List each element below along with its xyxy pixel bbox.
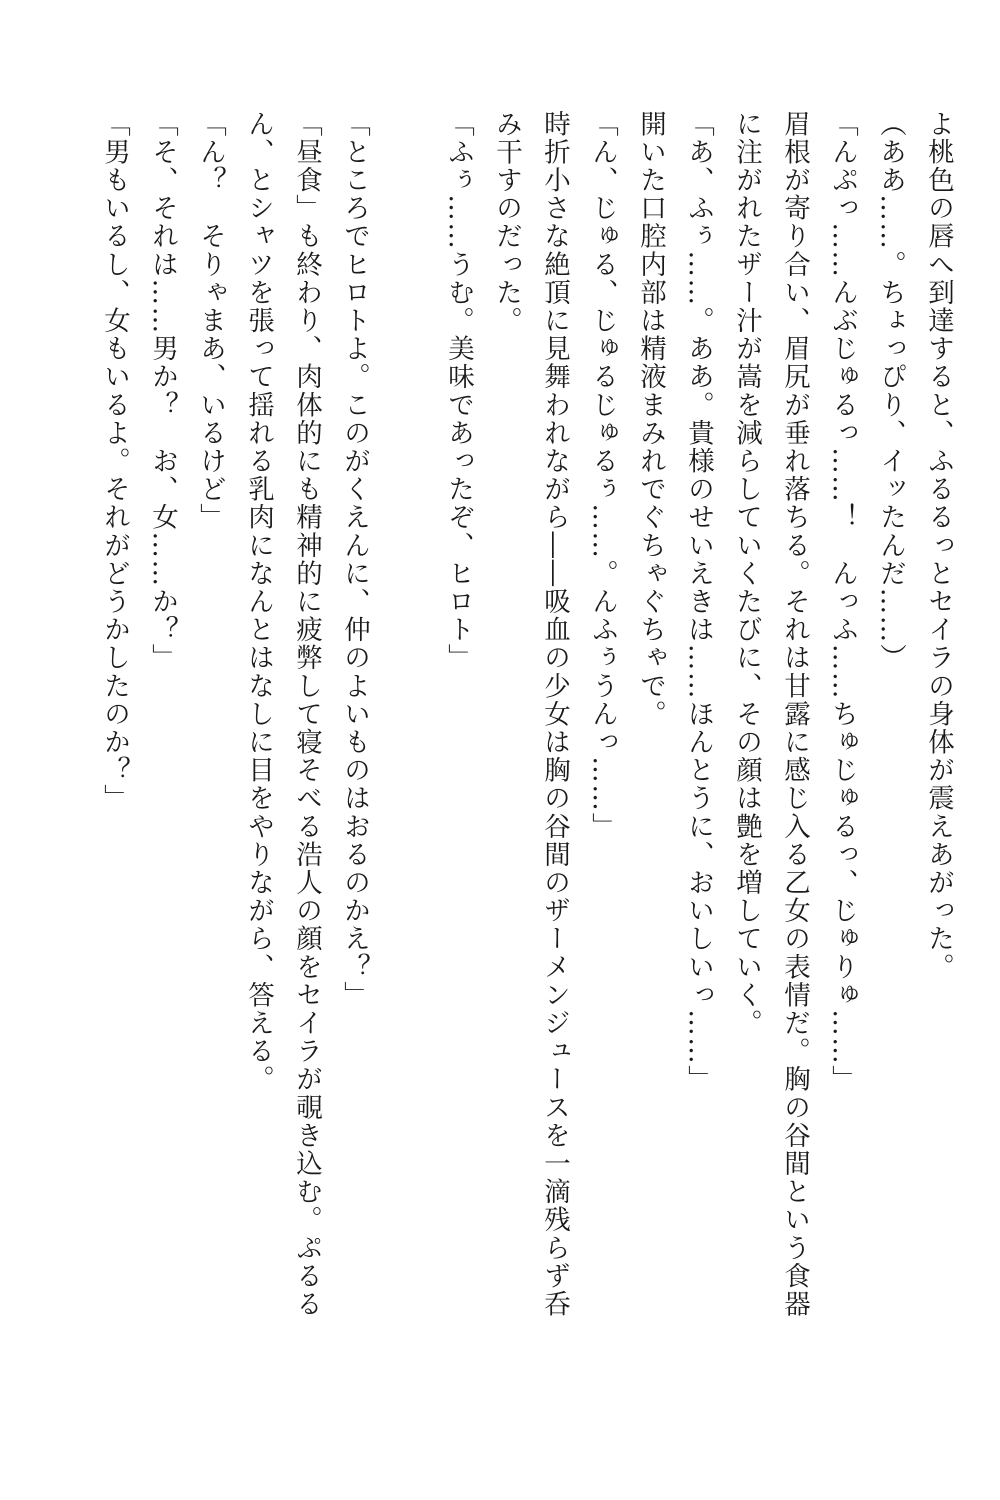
- text-column-13: 「昼食」も終わり、肉体的にも精神的に疲弊して寝そべる浩人の顔をセイラが覗き込む。ぷるる: [291, 110, 322, 1319]
- text-column-2: （ああ……。ちょっぴり、イッたんだ……）: [875, 110, 906, 672]
- text-column-14: ん、とシャツを張って揺れる乳肉になんとはなしに目をやりながら、答える。: [243, 110, 274, 1094]
- text-column-9: 時折小さな絶頂に見舞われながら――吸血の少女は胸の谷間のザーメンジュースを一滴残らず呑: [539, 110, 570, 1319]
- text-column-3: 「んぷっ……んぶじゅるっ……！ んっふ……ちゅじゅるっ、じゅりゅ……」: [827, 110, 858, 1094]
- text-column-6: 「あ、ふぅ……。ああ。貴様のせいえきは……ほんとうに、おいしいっ……」: [683, 110, 714, 1094]
- text-column-1: よ桃色の唇へ到達すると、ふるるっとセイラの身体が震えあがった。: [923, 110, 954, 982]
- text-column-8: 「ん、じゅる、じゅるじゅるぅ……。んふぅうんっ……」: [587, 110, 618, 841]
- text-column-16: 「そ、それは……男か？ お、女……か？」: [147, 110, 178, 672]
- text-column-12: 「ところでヒロトよ。このがくえんに、仲のよいものはおるのかえ？」: [339, 110, 370, 1010]
- text-column-17: 「男もいるし、女もいるよ。それがどうかしたのか？」: [99, 110, 130, 813]
- text-column-4: 眉根が寄り合い、眉尻が垂れ落ちる。それは甘露に感じ入る乙女の表情だ。胸の谷間という食器: [779, 110, 810, 1319]
- text-column-7: 開いた口腔内部は精液まみれでぐちゃぐちゃで。: [635, 110, 666, 729]
- text-column-10: み干すのだった。: [491, 110, 522, 335]
- text-column-11: 「ふぅ……うむ。美味であったぞ、ヒロト」: [443, 110, 474, 672]
- text-column-5: に注がれたザー汁が嵩を減らしていくたびに、その顔は艶を増していく。: [731, 110, 762, 1038]
- text-column-15: 「ん？ そりゃまあ、いるけど」: [195, 110, 226, 532]
